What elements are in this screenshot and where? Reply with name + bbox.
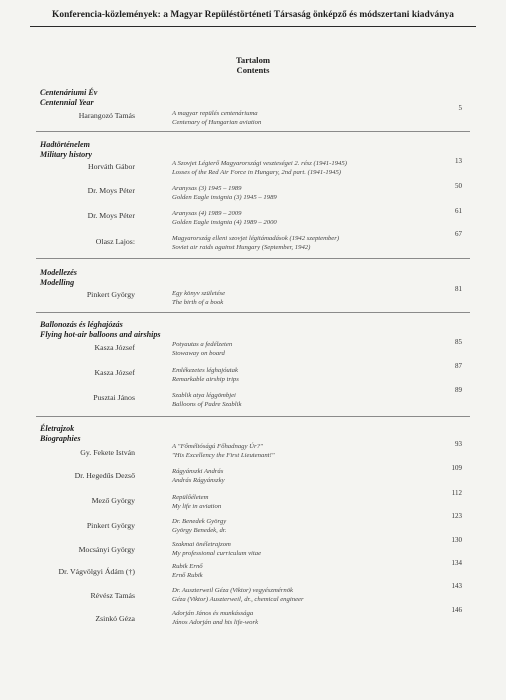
entry-title-hu: Repülőéletem (172, 494, 209, 501)
section-heading (40, 88, 97, 107)
toc-heading (0, 55, 506, 75)
entry-title-en: György Benedek, dr. (172, 526, 227, 534)
entry-author: Olasz Lajos: (95, 237, 135, 246)
section-title-hu: Centenáriumi Év (40, 88, 98, 97)
entry-title-en: Golden Eagle insignia (4) 1989 – 2000 (172, 218, 277, 226)
entry-page-number: 85 (455, 338, 462, 346)
section-title-hu: Ballonozás és léghajózás (40, 320, 123, 329)
section-heading (40, 140, 92, 159)
entry-author: Harangozó Tamás (78, 111, 135, 120)
entry-author: Pusztai János (93, 393, 135, 402)
entry-title-en: Ernő Rubik (172, 571, 203, 579)
entry-titles (172, 610, 442, 627)
entry-titles (172, 235, 442, 252)
entry-title-hu: Aranysas (3) 1945 – 1989 (172, 185, 242, 192)
entry-page-number: 143 (451, 582, 462, 590)
entry-author: Kasza József (94, 368, 135, 377)
entry-title-hu: Rágyánszki András (172, 468, 224, 475)
entry-title-en: My life in aviation (172, 502, 222, 510)
entry-title-hu: A "Főméltóságú Főhadnagy Úr?" (172, 443, 263, 450)
running-header: Konferencia-közlemények: a Magyar Repüléstörténeti Társaság önképző és módszertani kiadványa (52, 10, 454, 20)
entry-page-number: 146 (451, 606, 462, 614)
section-title-hu: Hadtörténelem (40, 140, 90, 149)
entry-page-number: 50 (455, 182, 462, 190)
entry-title-en: András Rágyánszky (172, 476, 225, 484)
entry-page-number: 61 (455, 207, 462, 215)
entry-title-en: "His Excellency the First Lieutenant!" (172, 451, 275, 459)
entry-titles (172, 341, 442, 358)
entry-title-en: Losses of the Red Air Force in Hungary, 2nd part. (1941-1945) (172, 168, 342, 176)
section-heading (40, 268, 77, 287)
entry-page-number: 109 (451, 464, 462, 472)
entry-title-hu: Emlékezetes léghajóutak (172, 367, 238, 374)
entry-author: Mező György (91, 496, 135, 505)
entry-page-number: 5 (458, 104, 462, 112)
entry-title-en: Géza (Viktor) Auszterweil, dr., chemical engineer (172, 595, 304, 603)
toc-title: Tartalom (235, 55, 271, 65)
entry-titles (172, 443, 442, 460)
section-title-en: Military history (40, 149, 92, 159)
entry-author: Pinkert György (86, 521, 135, 530)
entry-page-number: 13 (455, 157, 462, 165)
entry-page-number: 81 (455, 285, 462, 293)
entry-title-en: János Adorján and his life-work (172, 618, 259, 626)
section-title-en: Modelling (40, 277, 75, 287)
entry-page-number: 123 (451, 512, 462, 520)
entry-title-hu: Dr. Benedek György (172, 518, 227, 525)
section-title-en: Biographies (40, 433, 81, 443)
entry-titles (172, 541, 442, 558)
entry-titles (172, 210, 442, 227)
entry-title-hu: Magyarország elleni szovjet légitámadások (1942 szeptember) (172, 235, 340, 242)
entry-author: Dr. Moys Péter (87, 186, 135, 195)
entry-page-number: 112 (451, 489, 462, 497)
section-heading (40, 320, 161, 339)
entry-title-hu: A magyar repülés centenáriuma (172, 110, 258, 117)
entry-author: Pinkert György (86, 290, 135, 299)
entry-author: Gy. Fekete István (80, 448, 135, 457)
entry-title-hu: Szakmai önéletrajzom (172, 541, 231, 548)
entry-titles (172, 290, 442, 307)
entry-title-en: Golden Eagle insignia (3) 1945 – 1989 (172, 193, 277, 201)
entry-titles (172, 468, 442, 485)
entry-titles (172, 518, 442, 535)
toc-subtitle: Contents (236, 65, 270, 75)
entry-page-number: 87 (455, 362, 462, 370)
entry-author: Mocsányi György (78, 545, 135, 554)
entry-author: Horváth Gábor (88, 162, 135, 171)
entry-title-en: Balloons of Padre Szablik (172, 400, 242, 408)
section-divider (36, 258, 470, 259)
entry-titles (172, 160, 442, 177)
section-divider (36, 312, 470, 313)
entry-page-number: 89 (455, 386, 462, 394)
entry-titles (172, 185, 442, 202)
entry-title-en: Centenary of Hungarian aviation (172, 118, 262, 126)
entry-titles (172, 392, 442, 409)
entry-page-number: 130 (451, 536, 462, 544)
entry-title-hu: Aranysas (4) 1989 – 2009 (172, 210, 242, 217)
entry-author: Dr. Moys Péter (87, 211, 135, 220)
entry-page-number: 93 (455, 440, 462, 448)
entry-titles (172, 367, 442, 384)
entry-titles (172, 110, 442, 127)
section-divider (36, 131, 470, 132)
entry-author: Dr. Vágvölgyi Ádám (†) (58, 567, 135, 576)
entry-title-hu: Potyautas a fedélzeten (172, 341, 233, 348)
entry-title-hu: Rubik Ernő (172, 563, 203, 570)
entry-title-hu: Szablik atya léggömbjei (172, 392, 236, 399)
section-title-en: Centennial Year (40, 97, 94, 107)
entry-title-en: My professional curriculum vitae (172, 549, 262, 557)
entry-author: Dr. Hegedűs Dezső (74, 471, 135, 480)
entry-title-hu: Adorján János és munkássága (172, 610, 254, 617)
entry-titles (172, 563, 442, 580)
section-title-hu: Életrajzok (40, 424, 75, 433)
entry-titles (172, 587, 442, 604)
entry-title-en: Stowaway on board (172, 349, 225, 357)
entry-title-hu: Egy könyv születése (172, 290, 226, 297)
entry-page-number: 67 (455, 230, 462, 238)
section-divider (36, 416, 470, 417)
entry-author: Révész Tamás (90, 591, 135, 600)
header-rule (30, 26, 476, 27)
entry-titles (172, 494, 442, 511)
section-heading (40, 424, 80, 443)
entry-page-number: 134 (451, 559, 462, 567)
entry-title-hu: A Szovjet Légierő Magyarországi veszteségei 2. rész (1941-1945) (172, 160, 347, 167)
section-title-hu: Modellezés (40, 268, 77, 277)
entry-title-en: Soviet air raids against Hungary (September, 1942) (172, 243, 311, 251)
entry-title-hu: Dr. Auszterweil Géza (Viktor) vegyészmérnök (172, 587, 294, 594)
entry-author: Zsinkó Géza (95, 614, 135, 623)
section-title-en: Flying hot-air balloons and airships (40, 329, 161, 339)
entry-title-en: Remarkable airship trips (172, 375, 239, 383)
entry-title-en: The birth of a book (172, 298, 224, 306)
entry-author: Kasza József (94, 343, 135, 352)
